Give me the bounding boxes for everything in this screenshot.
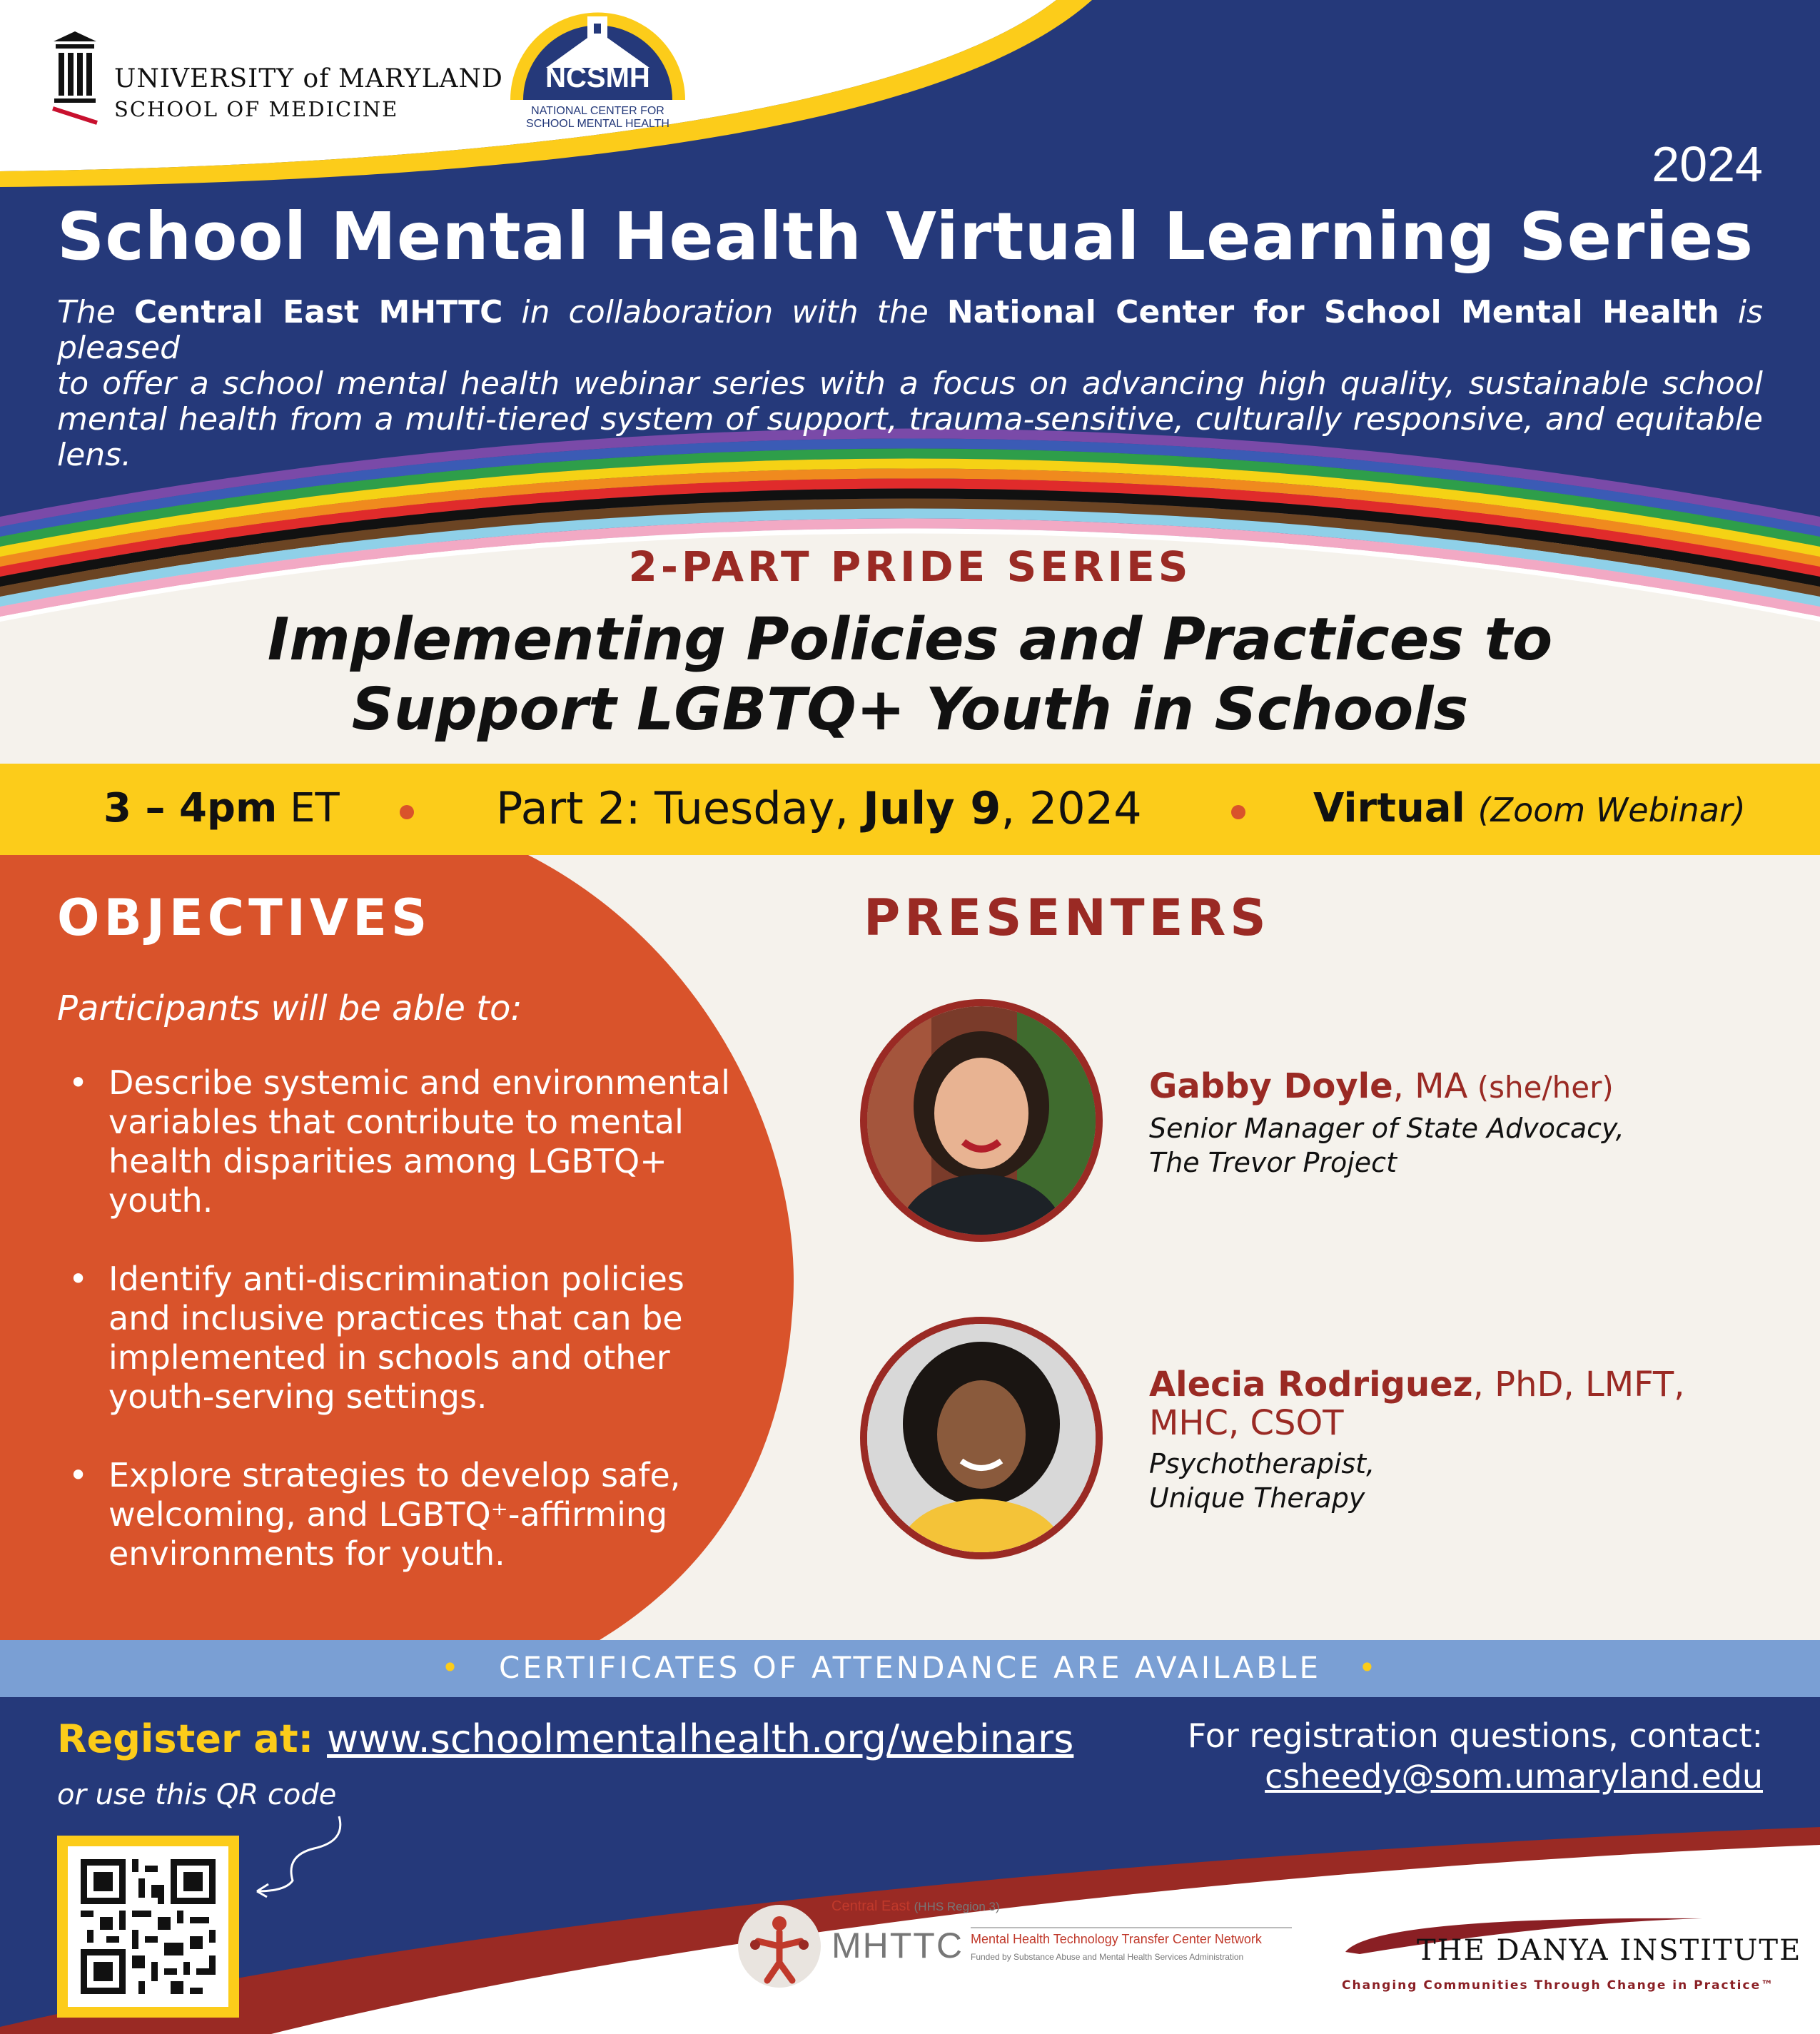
event-details-bar — [0, 764, 1820, 855]
university-name: UNIVERSITY of MARYLAND — [114, 64, 503, 93]
mhttc-divider — [971, 1927, 1292, 1928]
mhttc-full-name: Mental Health Technology Transfer Center Network — [971, 1932, 1262, 1946]
event-year: , 2024 — [1001, 782, 1142, 834]
qr-note: or use this QR code — [57, 1779, 337, 1811]
presenter-credentials: , MA — [1392, 1066, 1468, 1106]
separator-dot — [400, 805, 414, 819]
event-day: : Tuesday, — [625, 782, 863, 834]
presenter-name: Gabby Doyle — [1149, 1066, 1393, 1106]
umaryland-building-icon — [50, 29, 100, 128]
certificates-bar — [0, 1640, 1820, 1697]
intro-line-1 — [57, 295, 1763, 366]
objective-item: • Explore strategies to develop safe, welcoming, and LGBTQ⁺-affirming environments for youth. — [64, 1456, 742, 1574]
objectives-heading: OBJECTIVES — [57, 889, 432, 947]
event-format-bold: Virtual — [1313, 785, 1465, 831]
presenter-role-line-2: Unique Therapy — [1149, 1482, 1365, 1514]
intro-paragraph — [57, 295, 1763, 473]
presenter-role-line-2: The Trevor Project — [1149, 1147, 1397, 1178]
presenter-gabby-doyle — [1149, 1067, 1791, 1180]
presenter-pronouns: (she/her) — [1467, 1070, 1614, 1105]
mhttc-region-line — [831, 1898, 1000, 1915]
event-part: Part 2 — [496, 782, 626, 834]
danya-logo — [1331, 1913, 1802, 2013]
school-name: SCHOOL OF MEDICINE — [114, 97, 399, 121]
event-date — [496, 782, 1142, 834]
presenter-name: Alecia Rodriguez — [1149, 1365, 1473, 1405]
ncsmh-line-2: SCHOOL MENTAL HEALTH — [526, 118, 669, 130]
event-format — [1313, 785, 1746, 831]
intro-org-ncsmh: National Center for School Mental Health — [946, 294, 1719, 330]
event-time-zone: ET — [277, 785, 340, 831]
intro-org-mhttc: Central East MHTTC — [133, 294, 503, 330]
objective-item: • Identify anti-discrimination policies and inclusive practices that can be implemented in schools and other youth-serving settings. — [64, 1260, 742, 1417]
contact-label: For registration questions, contact: — [1187, 1716, 1763, 1755]
certificates-bullet: • — [441, 1650, 462, 1685]
presenter-credentials-line-2: MHC, CSOT — [1149, 1403, 1344, 1443]
event-date-bold: July 9 — [862, 782, 1001, 834]
certificates-bullet: • — [1358, 1650, 1379, 1685]
objective-item: • Describe systemic and environmental variables that contribute to mental health disparities among LGBTQ+ youth. — [64, 1063, 742, 1220]
intro-line-1-end: is pleased — [57, 294, 1764, 366]
separator-dot — [1231, 805, 1245, 819]
ncsmh-logo — [503, 11, 692, 139]
mhttc-logo — [735, 1888, 1299, 2002]
certificates-label: CERTIFICATES OF ATTENDANCE ARE AVAILABLE — [499, 1650, 1321, 1685]
event-time — [103, 785, 340, 831]
presenter-name-line — [1149, 1067, 1791, 1107]
intro-mid: in collaboration with the — [502, 294, 947, 330]
contact-email-link[interactable]: csheedy@som.umaryland.edu — [1265, 1757, 1763, 1796]
intro-line-2: to offer a school mental health webinar series with a focus on advancing high quality, sustainable school — [57, 365, 1763, 402]
page-title: School Mental Health Virtual Learning Series — [57, 198, 1754, 275]
ncsmh-line-1: NATIONAL CENTER FOR — [531, 105, 664, 117]
objectives-intro: Participants will be able to: — [57, 988, 522, 1028]
event-format-note: (Zoom Webinar) — [1477, 791, 1746, 829]
series-year: 2024 — [1652, 136, 1763, 192]
presenter-credentials: , PhD, LMFT, — [1472, 1365, 1685, 1405]
presenter-photo-gabby-doyle — [860, 999, 1103, 1242]
certificates-text — [0, 1650, 1820, 1685]
qr-code-icon — [68, 1846, 228, 2007]
portrait-illustration — [867, 1324, 1096, 1552]
series-title — [0, 605, 1820, 745]
qr-code-pattern — [68, 1846, 228, 2007]
presenter-photo-alecia-rodriguez — [860, 1317, 1103, 1559]
curved-arrow-icon — [243, 1813, 350, 1898]
series-title-line-1: Implementing Policies and Practices to — [267, 606, 1553, 674]
umaryland-logo — [50, 29, 503, 136]
presenter-role-line-1: Psychotherapist, — [1149, 1448, 1375, 1479]
event-time-range: 3 – 4pm — [103, 785, 278, 831]
ncsmh-abbreviation: NCSMH — [545, 62, 650, 93]
presenter-name-line — [1149, 1365, 1791, 1404]
portrait-illustration — [867, 1006, 1096, 1235]
danya-name: THE DANYA INSTITUTE — [1417, 1934, 1802, 1967]
presenters-heading: PRESENTERS — [864, 889, 1270, 947]
ncsmh-full-name — [503, 105, 692, 131]
mhttc-people-icon — [735, 1902, 824, 1991]
objectives-list — [64, 1063, 742, 1613]
series-title-line-2: Support LGBTQ+ Youth in Schools — [351, 676, 1469, 744]
qr-code[interactable] — [57, 1836, 239, 2018]
mhttc-region-note: (HHS Region 3) — [914, 1900, 1000, 1913]
intro-lead: The — [57, 294, 134, 330]
presenter-alecia-rodriguez — [1149, 1365, 1791, 1515]
mhttc-abbreviation: MHTTC — [831, 1926, 964, 1965]
mhttc-region: Central East — [831, 1898, 911, 1914]
register-line — [57, 1716, 1073, 1761]
presenter-role-line-1: Senior Manager of State Advocacy, — [1149, 1113, 1624, 1144]
intro-line-3: mental health from a multi-tiered system of support, trauma-sensitive, culturally responsive, and equitable lens. — [57, 401, 1763, 473]
series-label: 2-PART PRIDE SERIES — [628, 542, 1192, 591]
register-url-link[interactable]: www.schoolmentalhealth.org/webinars — [327, 1716, 1074, 1761]
register-label: Register at: — [57, 1716, 328, 1761]
danya-tagline: Changing Communities Through Change in Practice™ — [1342, 1978, 1775, 1993]
mhttc-funded-by: Funded by Substance Abuse and Mental Health Services Administration — [971, 1952, 1244, 1962]
